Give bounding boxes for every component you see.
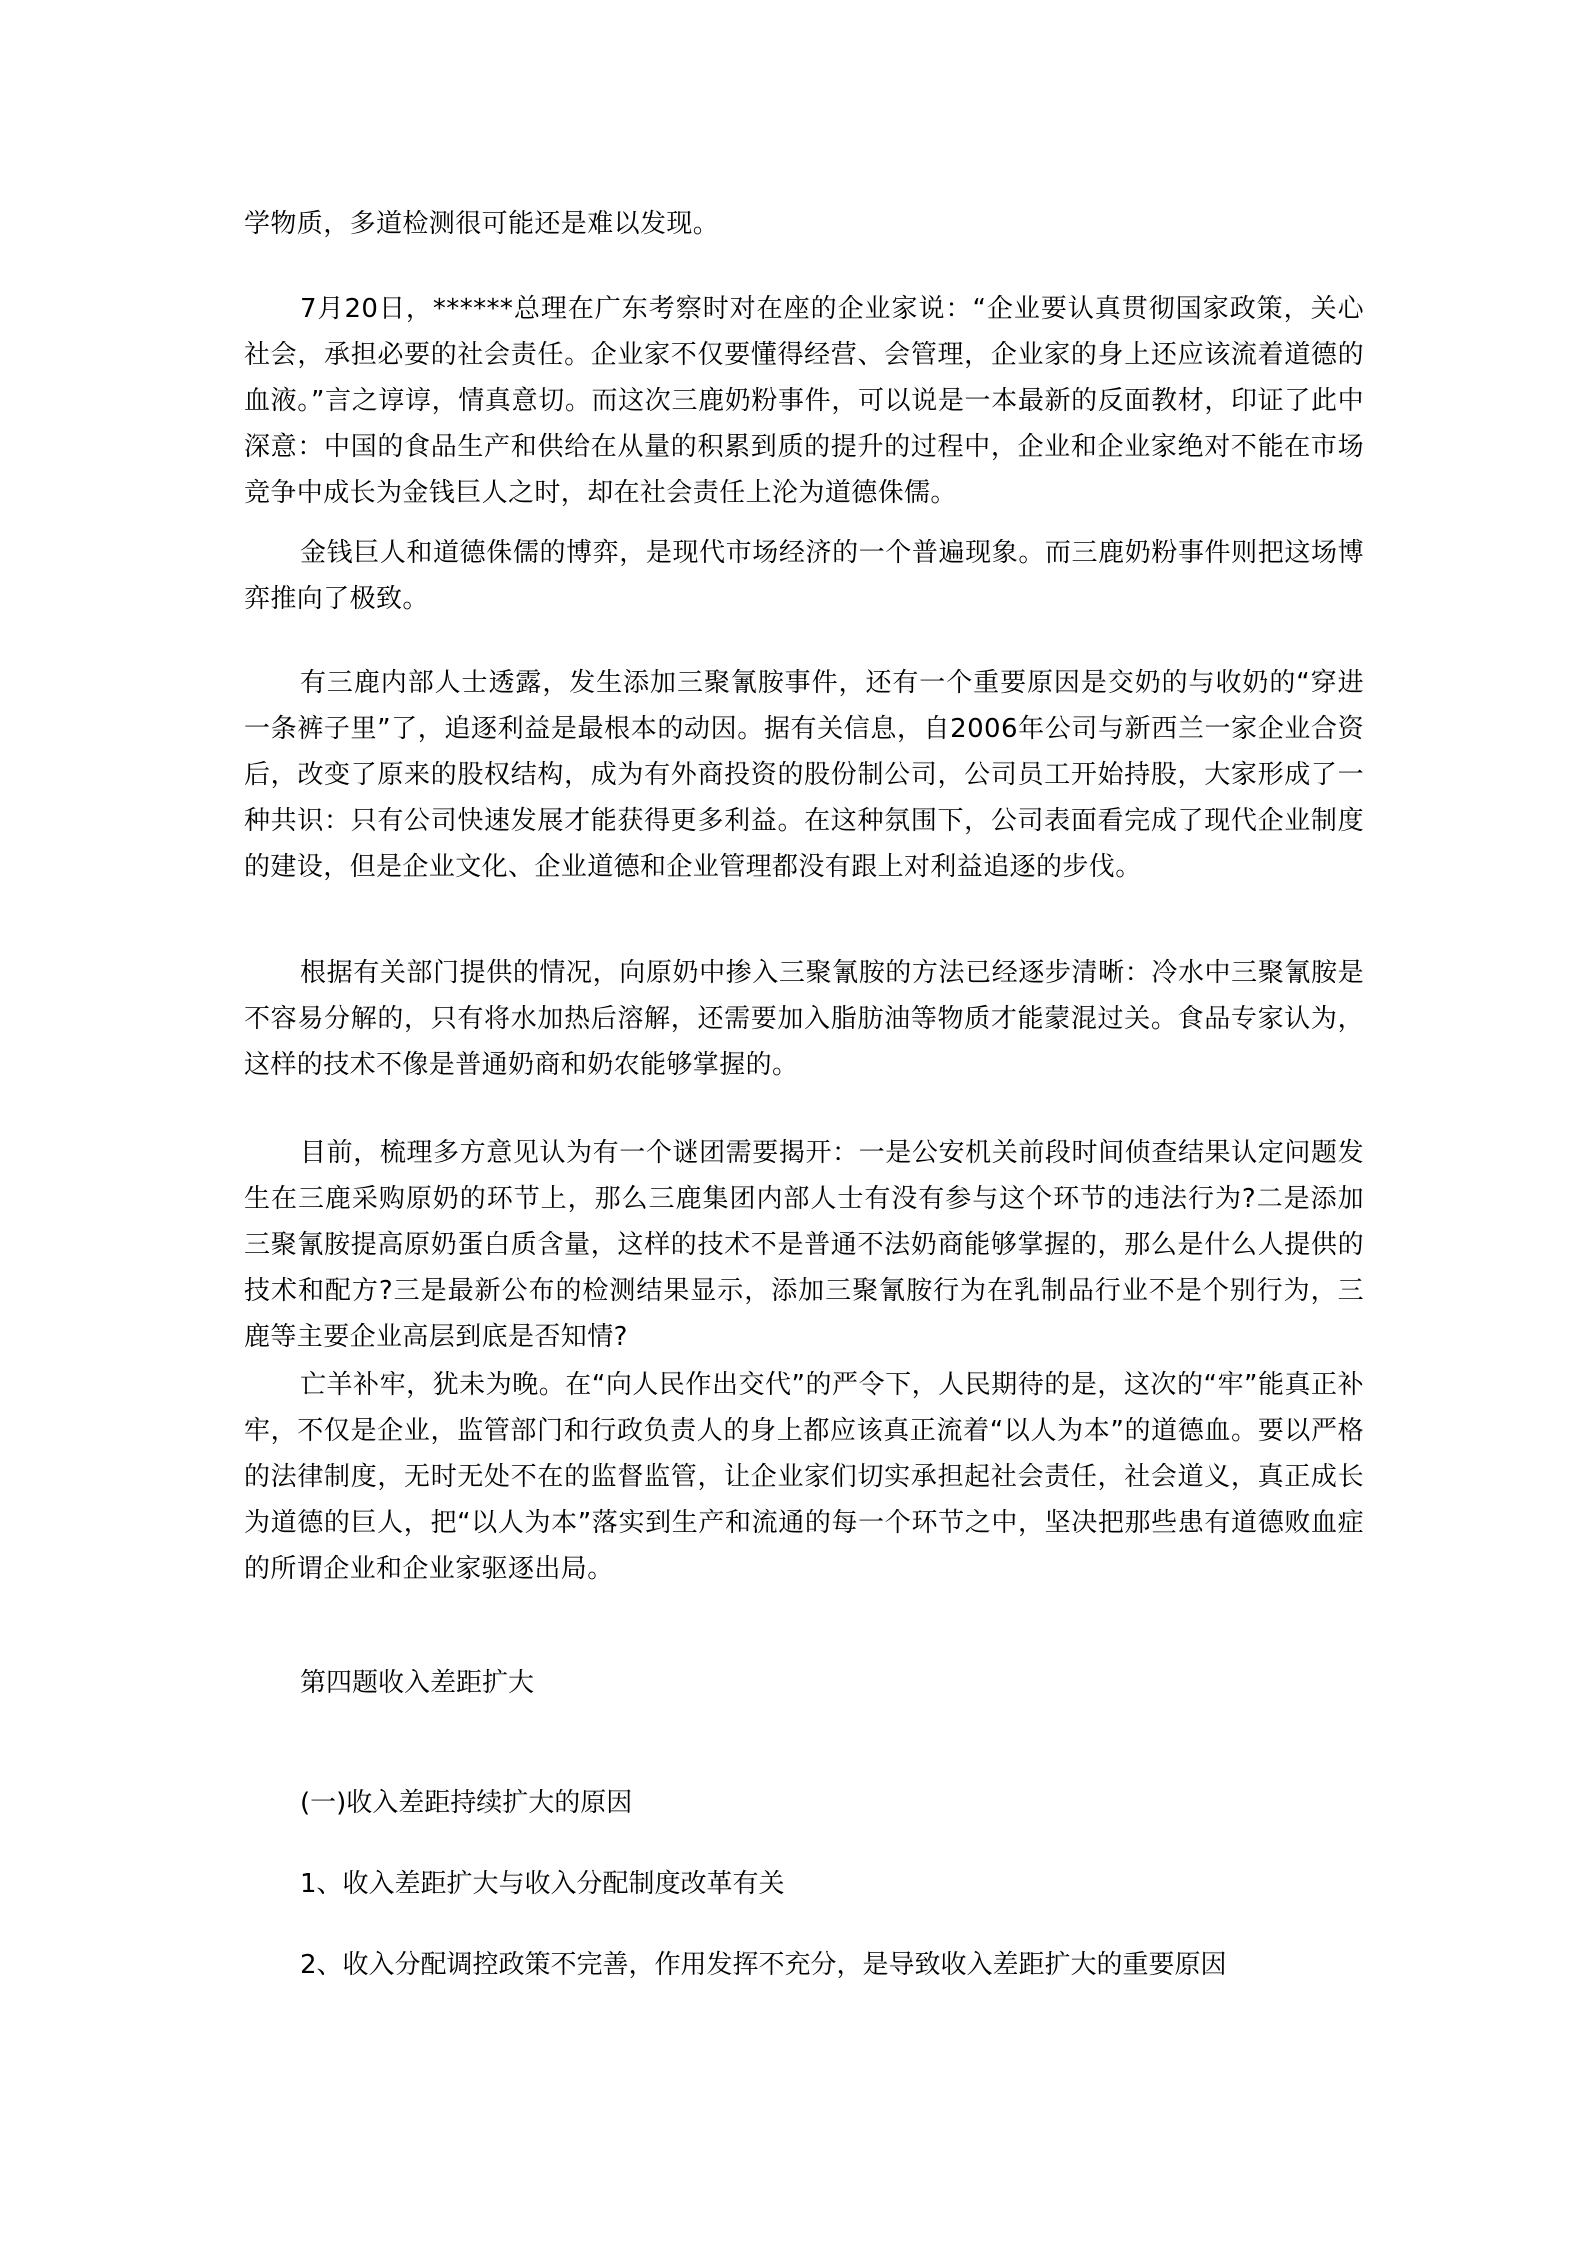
section-title: 第四题收入差距扩大 (300, 1668, 535, 1698)
paragraph-insider-disclosure: 有三鹿内部人士透露，发生添加三聚氰胺事件，还有一个重要原因是交奶的与收奶的“穿进一条裤子里”了，追逐利益是最根本的动因。据有关信息，自2006年公司与新西兰一家企业合资后，改变了原来的股权结构，成为有外商投资的股份制公司，公司员工开始持股，大家形成了一种共识：只有公司快速发展才能获得更多利益。在这种氛围下，公司表面看完成了现代企业制度的建设，但是企业文化、企业道德和企业管理都没有跟上对利益追逐的步伐。 (244, 668, 1364, 882)
paragraph-mystery-questions: 目前，梳理多方意见认为有一个谜团需要揭开：一是公安机关前段时间侦查结果认定问题发生在三鹿采购原奶的环节上，那么三鹿集团内部人士有没有参与这个环节的违法行为?二是添加三聚氰胺提高原奶蛋白质含量，这样的技术不是普通不法奶商能够掌握的，那么是什么人提供的技术和配方?三是最新公布的检测结果显示，添加三聚氰胺行为在乳制品行业不是个别行为，三鹿等主要企业高层到底是否知情? (244, 1138, 1364, 1352)
paragraph-conclusion: 亡羊补牢，犹未为晚。在“向人民作出交代”的严令下，人民期待的是，这次的“牢”能真正补牢，不仅是企业，监管部门和行政负责人的身上都应该真正流着“以人为本”的道德血。要以严格的法律制度，无时无处不在的监督监管，让企业家们切实承担起社会责任，社会道义，真正成长为道德的巨人，把“以人为本”落实到生产和流通的每一个环节之中，坚决把那些患有道德败血症的所谓企业和企业家驱逐出局。 (244, 1370, 1364, 1584)
subsection-title: (一)收入差距持续扩大的原因 (300, 1788, 633, 1818)
paragraph-intro-fragment: 学物质，多道检测很可能还是难以发现。 (244, 209, 720, 239)
paragraph-money-giant: 金钱巨人和道德侏儒的博弈，是现代市场经济的一个普遍现象。而三鹿奶粉事件则把这场博弈推向了极致。 (244, 538, 1364, 614)
list-item: 2、收入分配调控政策不完善，作用发挥不充分，是导致收入差距扩大的重要原因 (300, 1950, 1227, 1980)
paragraph-melamine-method: 根据有关部门提供的情况，向原奶中掺入三聚氰胺的方法已经逐步清晰：冷水中三聚氰胺是不容易分解的，只有将水加热后溶解，还需要加入脂肪油等物质才能蒙混过关。食品专家认为，这样的技术不像是普通奶商和奶农能够掌握的。 (244, 958, 1364, 1080)
paragraph-premier-quote: 7月20日，******总理在广东考察时对在座的企业家说：“企业要认真贯彻国家政策，关心社会，承担必要的社会责任。企业家不仅要懂得经营、会管理，企业家的身上还应该流着道德的血液。”言之谆谆，情真意切。而这次三鹿奶粉事件，可以说是一本最新的反面教材，印证了此中深意：中国的食品生产和供给在从量的积累到质的提升的过程中，企业和企业家绝对不能在市场竞争中成长为金钱巨人之时，却在社会责任上沦为道德侏儒。 (244, 294, 1364, 508)
list-item: 1、收入差距扩大与收入分配制度改革有关 (300, 1869, 785, 1899)
